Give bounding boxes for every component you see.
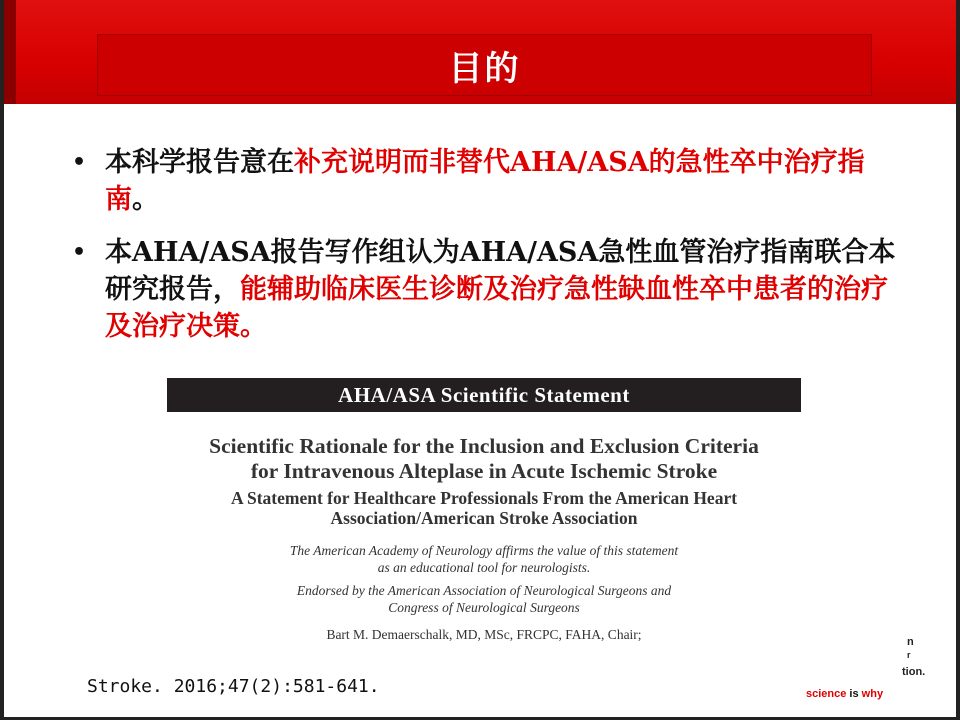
- bullet-list: [72, 144, 912, 361]
- bullet-item: [72, 144, 912, 218]
- statement-endorsement-line: The American Academy of Neurology affirms the value of this statement: [289, 543, 679, 558]
- statement-title-line: for Intravenous Alteplase in Acute Ischemic Stroke: [250, 459, 718, 483]
- statement-subtitle-line: Association/American Stroke Association: [330, 508, 638, 528]
- statement-subtitle-line: A Statement for Healthcare Professionals From the American Heart: [230, 488, 738, 508]
- statement-endorsement: [167, 542, 801, 576]
- bullet-tail-text: 。: [132, 184, 159, 215]
- slide-frame-right: [956, 0, 960, 720]
- slide-frame-left: [0, 0, 4, 720]
- bullet-text: [105, 144, 912, 218]
- header-band-shade: [4, 0, 16, 104]
- tagline-part: is: [846, 688, 862, 700]
- title-bar: [97, 34, 872, 96]
- statement-endorsement-line: Endorsed by the American Association of Neurological Surgeons and: [296, 583, 672, 598]
- statement-subtitle: [167, 488, 801, 528]
- statement-title: [167, 434, 801, 484]
- logo-fragment: tion.: [902, 666, 926, 678]
- tagline-part: why: [861, 688, 884, 700]
- logo-fragment: r: [907, 650, 911, 660]
- bullet-text: [105, 234, 912, 345]
- bullet-dot-icon: •: [72, 240, 87, 265]
- statement-endorsement-line: as an educational tool for neurologists.: [377, 560, 591, 575]
- statement-excerpt: [167, 378, 801, 678]
- statement-authors: Bart M. Demaerschalk, MD, MSc, FRCPC, FAHA, Chair;: [326, 627, 642, 642]
- statement-endorsement-line: Congress of Neurological Surgeons: [388, 600, 580, 615]
- slide-title: 目的: [448, 48, 521, 89]
- citation: Stroke. 2016;47(2):581-641.: [87, 676, 380, 697]
- tagline: [806, 688, 883, 700]
- bullet-plain-text: 本科学报告意在: [105, 147, 294, 178]
- bullet-plain-text: 本AHA/ASA报告写作组认为AHA/ASA急性血管治疗指南联合本研究报告，: [105, 237, 896, 305]
- statement-header: AHA/ASA Scientific Statement: [167, 378, 801, 412]
- bullet-dot-icon: •: [72, 150, 87, 175]
- statement-endorsement: [167, 582, 801, 616]
- bullet-item: [72, 234, 912, 345]
- tagline-part: science: [806, 688, 847, 700]
- logo-fragment: n: [907, 636, 914, 648]
- bullet-highlight-text: 能辅助临床医生诊断及治疗急性缺血性卒中患者的治疗及治疗决策。: [105, 274, 888, 342]
- bullet-highlight-text: 补充说明而非替代AHA/ASA的急性卒中治疗指南: [105, 147, 865, 215]
- statement-title-line: Scientific Rationale for the Inclusion and Exclusion Criteria: [209, 434, 759, 458]
